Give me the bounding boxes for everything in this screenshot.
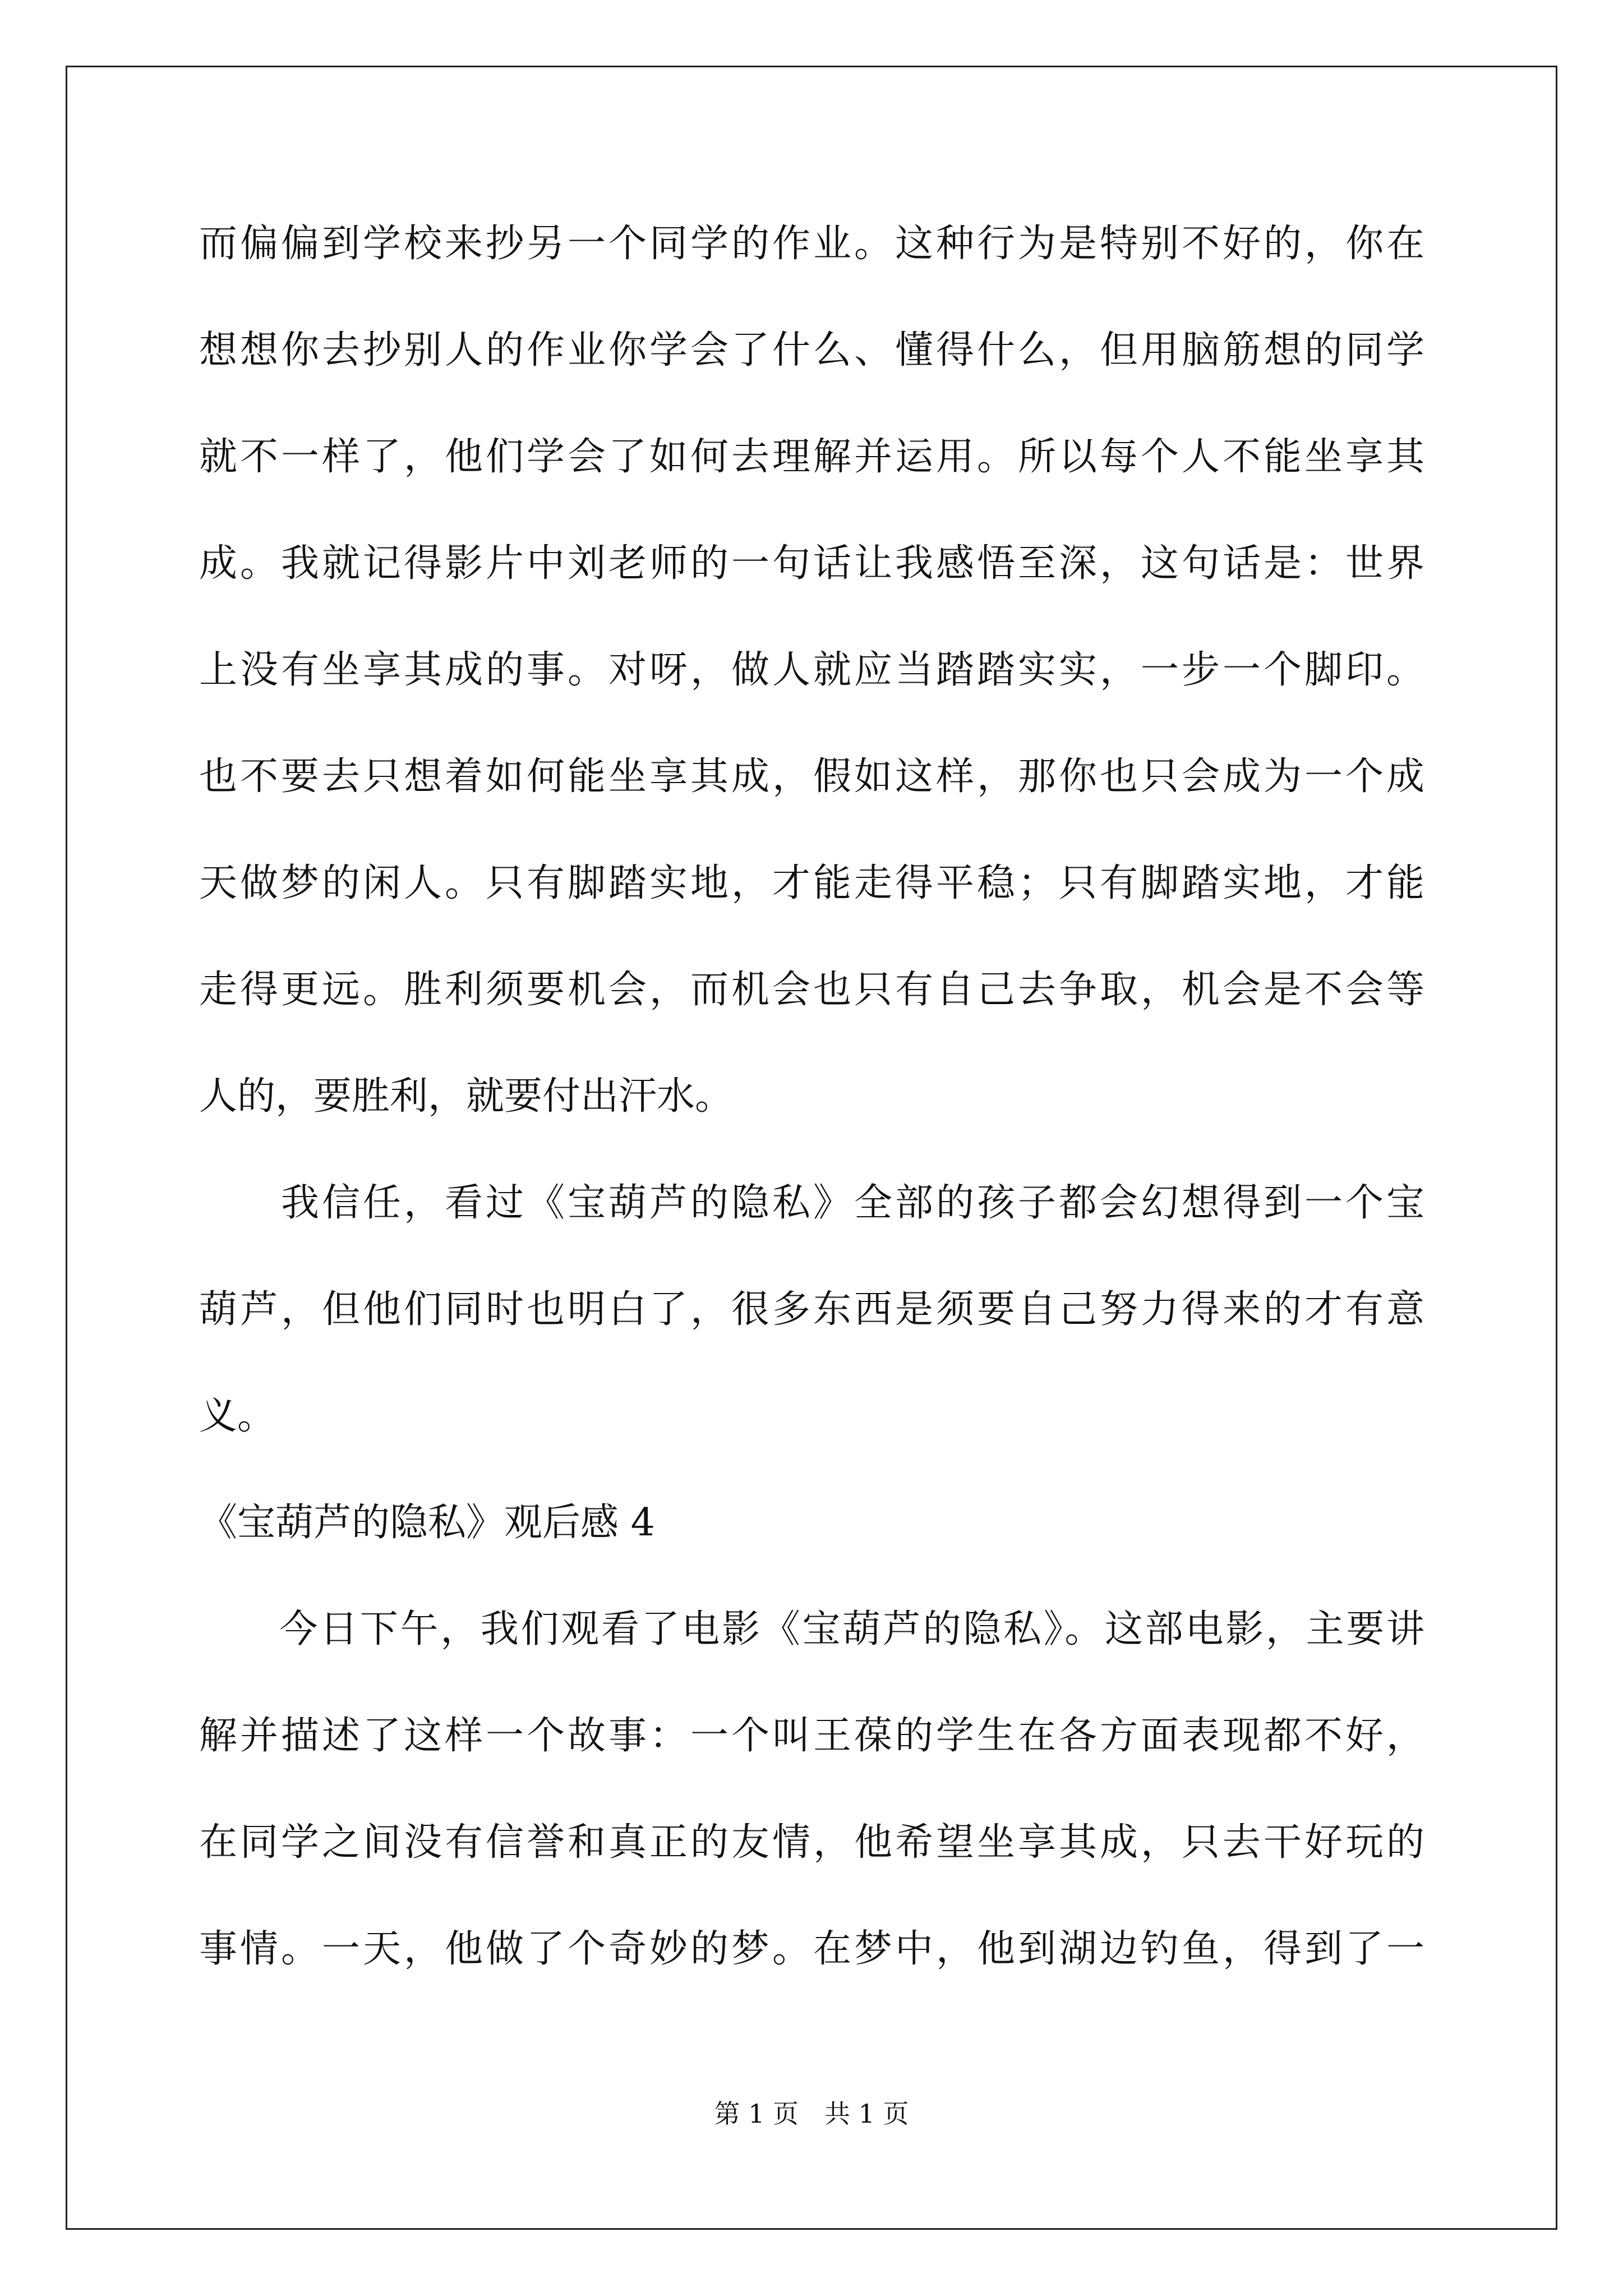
text-line: 解并描述了这样一个故事：一个叫王葆的学生在各方面表现都不好，: [199, 1714, 1424, 1758]
section-heading: 《宝葫芦的隐私》观后感 4: [199, 1501, 655, 1545]
text-line: 成。我就记得影片中刘老师的一句话让我感悟至深，这句话是：世界: [199, 541, 1424, 586]
text-line: 也不要去只想着如何能坐享其成，假如这样，那你也只会成为一个成: [199, 754, 1424, 799]
text-line: 而偏偏到学校来抄另一个同学的作业。这种行为是特别不好的，你在: [199, 222, 1424, 266]
page-footer: 第 1 页 共 1 页: [714, 2099, 909, 2129]
text-line: 我信任，看过《宝葫芦的隐私》全部的孩子都会幻想得到一个宝: [199, 1181, 1424, 1225]
page-border: [66, 66, 1557, 2230]
text-line: 葫芦，但他们同时也明白了，很多东西是须要自己努力得来的才有意: [199, 1287, 1424, 1332]
text-line: 就不一样了，他们学会了如何去理解并运用。所以每个人不能坐享其: [199, 435, 1424, 479]
text-line: 今日下午，我们观看了电影《宝葫芦的隐私》。这部电影，主要讲: [199, 1607, 1424, 1651]
text-line: 义。: [199, 1394, 276, 1438]
text-line: 事情。一天，他做了个奇妙的梦。在梦中，他到湖边钓鱼，得到了一: [199, 1927, 1424, 1971]
text-line: 想想你去抄别人的作业你学会了什么、懂得什么，但用脑筋想的同学: [199, 328, 1424, 372]
text-line: 人的，要胜利，就要付出汗水。: [199, 1074, 734, 1119]
text-line: 上没有坐享其成的事。对呀，做人就应当踏踏实实，一步一个脚印。: [199, 648, 1424, 692]
text-line: 在同学之间没有信誉和真正的友情，他希望坐享其成，只去干好玩的: [199, 1820, 1424, 1865]
text-line: 天做梦的闲人。只有脚踏实地，才能走得平稳；只有脚踏实地，才能: [199, 861, 1424, 905]
text-line: 走得更远。胜利须要机会，而机会也只有自己去争取，机会是不会等: [199, 968, 1424, 1012]
